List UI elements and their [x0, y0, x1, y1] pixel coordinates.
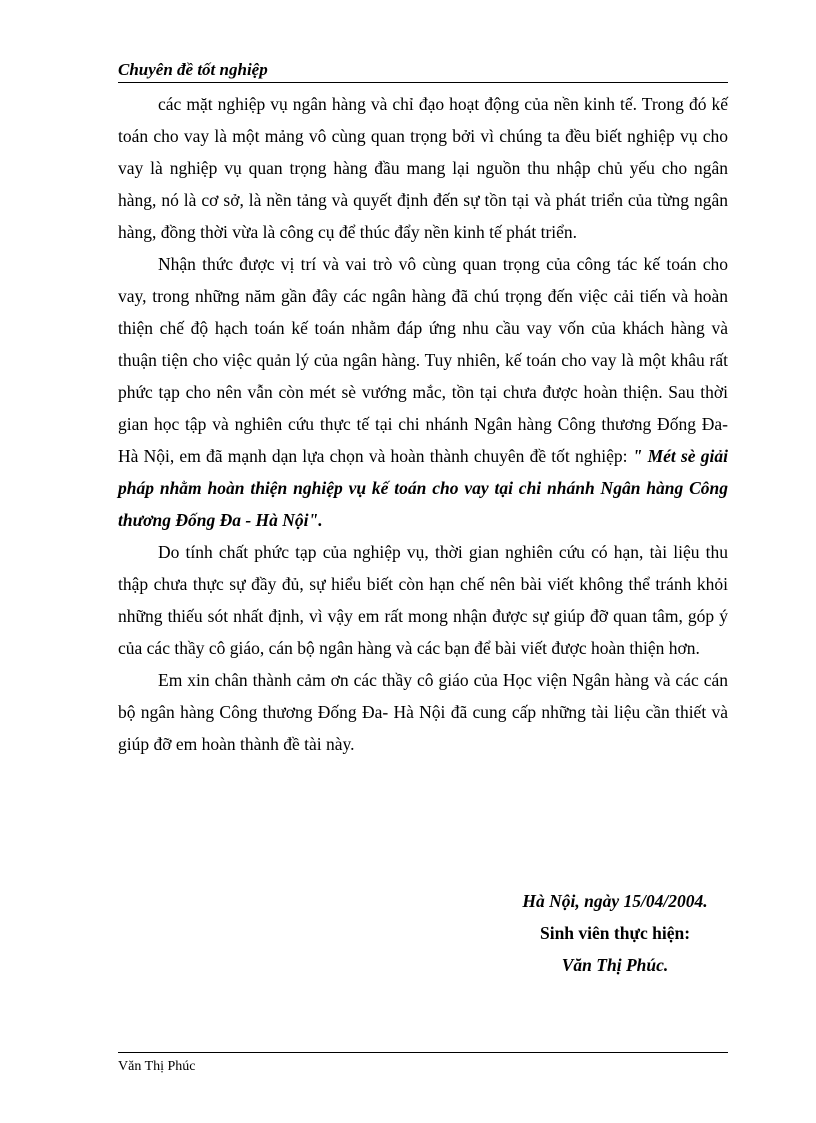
page-header — [118, 60, 728, 83]
paragraph-4 — [118, 664, 728, 760]
paragraph-1 — [118, 88, 728, 248]
body-text — [118, 88, 728, 760]
signature-place-date: Hà Nội, ngày 15/04/2004. — [522, 891, 708, 911]
footer-author: Văn Thị Phúc — [118, 1059, 196, 1074]
page-footer — [118, 1052, 728, 1075]
signature-name: Văn Thị Phúc. — [561, 955, 669, 975]
paragraph-2-text: Nhận thức được vị trí và vai trò vô cùng quan trọng của công tác kế toán cho vay, trong những năm gần đây các ngân hàng đã chú trọng đến việc cải tiến và hoàn thiện chế độ hạch toán kế toán nhằm đáp ứng nhu cầu vay vốn của khách hàng và thuận tiện cho việc quản lý của ngân hàng. Tuy nhiên, kế toán cho vay là một khâu rất phức tạp cho nên vẫn còn mét sè vướng mắc, tồn tại chưa được hoàn thiện. Sau thời gian học tập và nghiên cứu thực tế tại chi nhánh Ngân hàng Công thương Đống Đa- Hà Nội, em đã mạnh dạn lựa chọn và hoàn thành chuyên đề tốt nghiệp: — [118, 254, 728, 466]
paragraph-3-text: Do tính chất phức tạp của nghiệp vụ, thời gian nghiên cứu có hạn, tài liệu thu thập chưa thực sự đầy đủ, sự hiểu biết còn hạn chế nên bài viết không thể tránh khỏi những thiếu sót nhất định, vì vậy em rất mong nhận được sự giúp đỡ quan tâm, góp ý của các thầy cô giáo, cán bộ ngân hàng và các bạn để bài viết được hoàn thiện hơn. — [118, 542, 728, 658]
paragraph-1-text: các mặt nghiệp vụ ngân hàng và chỉ đạo hoạt động của nền kinh tế. Trong đó kế toán cho vay là một mảng vô cùng quan trọng bởi vì chúng ta đều biết nghiệp vụ cho vay là nghiệp vụ quan trọng hàng đầu mang lại nguồn thu nhập chủ yếu cho ngân hàng, nó là cơ sở, là nền tảng và quyết định đến sự tồn tại và phát triển của từng ngân hàng, đồng thời vừa là công cụ để thúc đẩy nền kinh tế phát triển. — [118, 94, 728, 242]
thesis-title: " Mét sè giải pháp nhằm hoàn thiện nghiệp vụ kế toán cho vay tại chi nhánh Ngân hàng Công thương Đống Đa - Hà Nội". — [118, 446, 728, 530]
header-title: Chuyên đề tốt nghiệp — [118, 60, 268, 79]
paragraph-2 — [118, 248, 728, 536]
signature-block — [470, 885, 760, 981]
paragraph-3 — [118, 536, 728, 664]
signature-role: Sinh viên thực hiện: — [539, 923, 691, 943]
paragraph-4-text: Em xin chân thành cảm ơn các thầy cô giáo của Học viện Ngân hàng và các cán bộ ngân hàng Công thương Đống Đa- Hà Nội đã cung cấp những tài liệu cần thiết và giúp đỡ em hoàn thành đề tài này. — [118, 670, 728, 754]
